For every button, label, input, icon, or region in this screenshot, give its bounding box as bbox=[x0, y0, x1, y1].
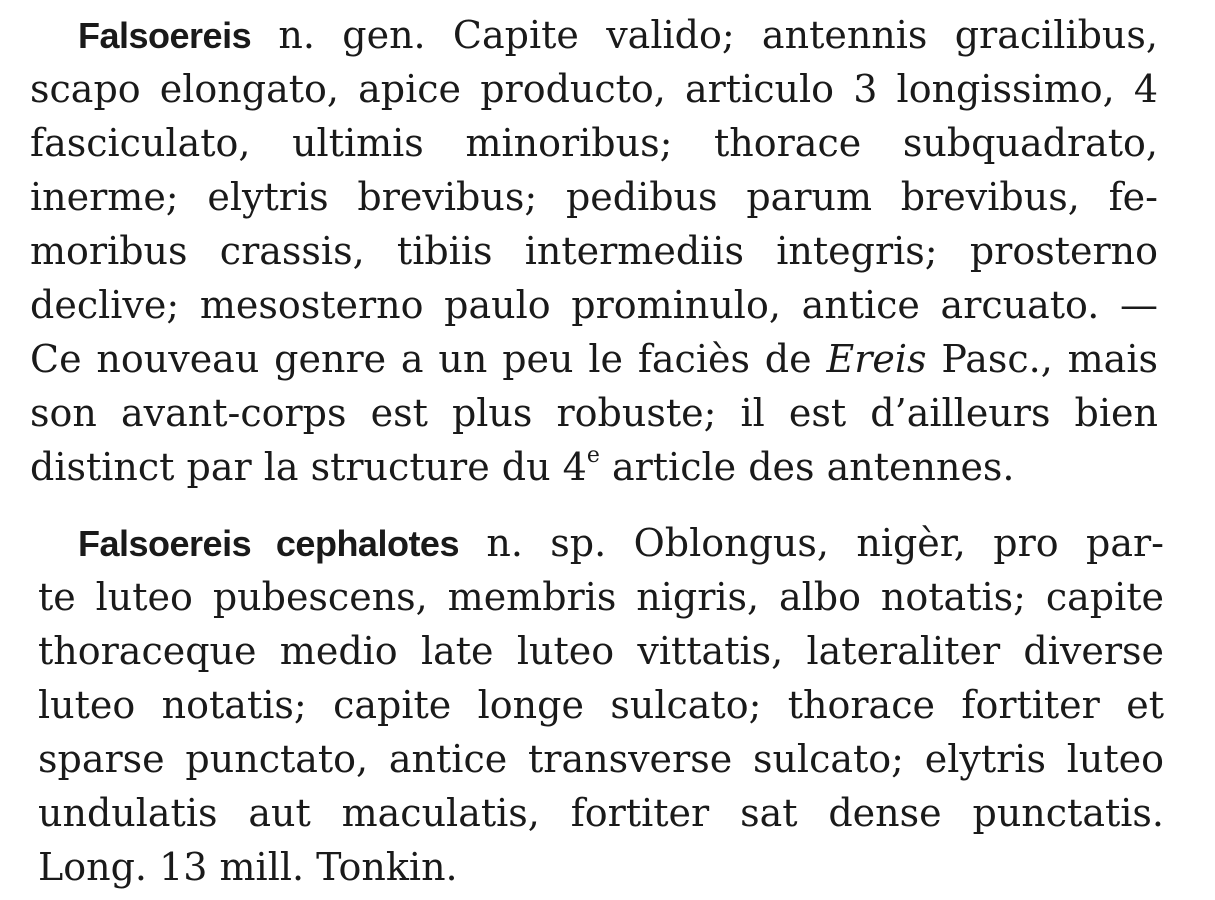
line-text: n. sp. Oblongus, nigèr, pro par- bbox=[458, 521, 1164, 565]
text-line bbox=[30, 440, 1215, 494]
text-line: son avant-corps est plus robuste; il est d’ailleurs bien bbox=[30, 391, 1158, 435]
line-text: distinct par la structure du 4 bbox=[30, 445, 587, 489]
text-line bbox=[78, 8, 1158, 62]
superscript-e: e bbox=[586, 443, 600, 469]
genus-description-paragraph bbox=[0, 8, 1215, 494]
species-heading: Falsoereis cephalotes bbox=[78, 523, 459, 564]
genus-reference-italic: Ereis bbox=[826, 337, 927, 381]
text-line bbox=[30, 332, 1158, 386]
line-text: n. gen. Capite valido; antennis gracilibus, bbox=[251, 13, 1158, 57]
text-line: fasciculato, ultimis minoribus; thorace subquadrato, bbox=[30, 121, 1158, 165]
text-line: scapo elongato, apice producto, articulo 3 longissimo, 4 bbox=[30, 67, 1158, 111]
text-line: undulatis aut maculatis, fortiter sat dense punctatis. bbox=[38, 791, 1164, 835]
text-line: declive; mesosterno paulo prominulo, antice arcuato. — bbox=[30, 283, 1158, 327]
text-line: sparse punctato, antice transverse sulcato; elytris luteo bbox=[38, 737, 1164, 781]
text-line: Long. 13 mill. Tonkin. bbox=[38, 845, 458, 889]
species-description-paragraph bbox=[0, 516, 1215, 894]
text-line: te luteo pubescens, membris nigris, albo notatis; capite bbox=[38, 575, 1164, 619]
text-line: inerme; elytris brevibus; pedibus parum brevibus, fe- bbox=[30, 175, 1158, 219]
text-line: moribus crassis, tibiis intermediis integris; prosterno bbox=[30, 229, 1158, 273]
text-line bbox=[78, 516, 1164, 570]
line-text: article des antennes. bbox=[599, 445, 1015, 489]
line-text: Pasc., mais bbox=[926, 337, 1158, 381]
genus-heading: Falsoereis bbox=[78, 15, 252, 56]
line-text: Ce nouveau genre a un peu le faciès de bbox=[30, 337, 827, 381]
text-line: luteo notatis; capite longe sulcato; thorace fortiter et bbox=[38, 683, 1164, 727]
text-line: thoraceque medio late luteo vittatis, lateraliter diverse bbox=[38, 629, 1164, 673]
